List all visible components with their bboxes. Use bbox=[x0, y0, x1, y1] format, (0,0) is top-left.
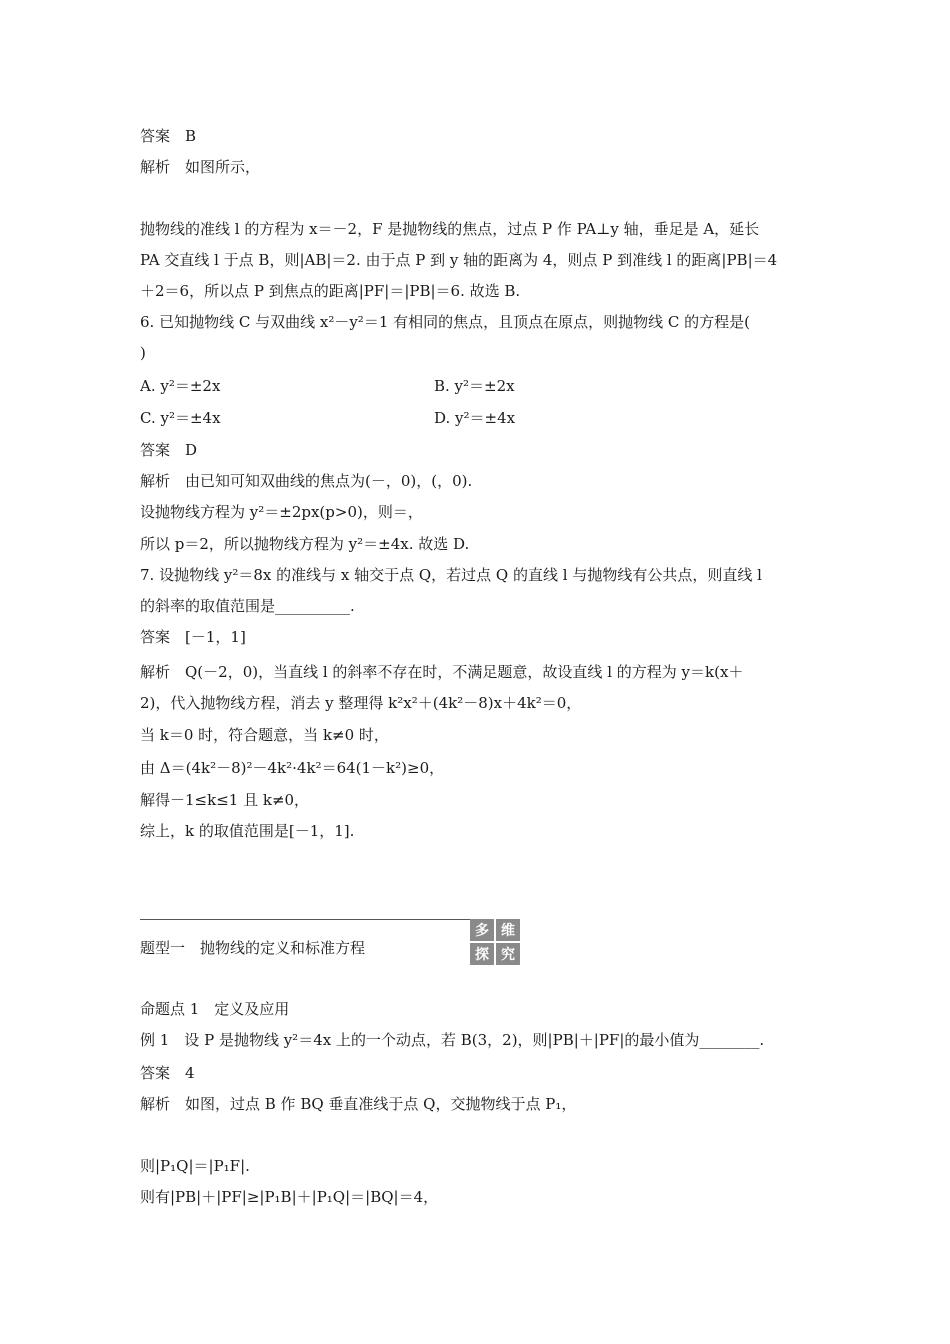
badge-char: 究 bbox=[496, 943, 520, 965]
text-line: 设抛物线方程为 y²＝±2px(p>0)，则＝， bbox=[140, 503, 423, 521]
text-line: PA 交直线 l 于点 B，则|AB|＝2. 由于点 P 到 y 轴的距离为 4，则点 P 到准线 l 的距离|PB|＝4 bbox=[140, 251, 778, 269]
option-a: A. y²＝±2x bbox=[140, 377, 221, 395]
answer-line: 答案 [－1，1] bbox=[140, 628, 246, 646]
option-c: C. y²＝±4x bbox=[140, 409, 221, 427]
section-rule bbox=[140, 919, 470, 920]
answer-line: 答案 4 bbox=[140, 1064, 195, 1082]
section-badge bbox=[470, 919, 520, 965]
analysis-line: 解析 如图所示， bbox=[140, 158, 261, 176]
example-1: 例 1 设 P 是抛物线 y²＝4x 上的一个动点，若 B(3，2)，则|PB|＋|PF|的最小值为________. bbox=[140, 1031, 765, 1049]
badge-char: 多 bbox=[470, 919, 494, 941]
question-6: 6. 已知抛物线 C 与双曲线 x²－y²＝1 有相同的焦点，且顶点在原点，则抛物线 C 的方程是( bbox=[140, 313, 751, 331]
answer-line: 答案 B bbox=[140, 127, 197, 145]
text-line: ＋2＝6，所以点 P 到焦点的距离|PF|＝|PB|＝6. 故选 B. bbox=[140, 282, 521, 300]
text-line: 综上，k 的取值范围是[－1，1]. bbox=[140, 822, 355, 840]
analysis-line: 解析 如图，过点 B 作 BQ 垂直准线于点 Q，交抛物线于点 P₁， bbox=[140, 1095, 577, 1113]
text-line: 则有|PB|＋|PF|≥|P₁B|＋|P₁Q|＝|BQ|＝4， bbox=[140, 1188, 439, 1206]
text-line: 2)，代入抛物线方程，消去 y 整理得 k²x²＋(4k²－8)x＋4k²＝0， bbox=[140, 694, 582, 712]
subheading: 命题点 1 定义及应用 bbox=[140, 1000, 290, 1018]
option-b: B. y²＝±2x bbox=[434, 377, 515, 395]
question-7: 7. 设抛物线 y²＝8x 的准线与 x 轴交于点 Q，若过点 Q 的直线 l 与抛物线有公共点，则直线 l bbox=[140, 566, 762, 584]
analysis-line: 解析 由已知可知双曲线的焦点为(－，0)，(，0). bbox=[140, 472, 473, 490]
option-d: D. y²＝±4x bbox=[434, 409, 516, 427]
badge-char: 探 bbox=[470, 943, 494, 965]
answer-line: 答案 D bbox=[140, 441, 198, 459]
section-title: 题型一 抛物线的定义和标准方程 bbox=[140, 939, 366, 957]
text-line: 当 k＝0 时，符合题意，当 k≠0 时， bbox=[140, 726, 389, 744]
text-line: 由 Δ＝(4k²－8)²－4k²·4k²＝64(1－k²)≥0， bbox=[140, 759, 445, 777]
text-line: 的斜率的取值范围是__________. bbox=[140, 597, 355, 615]
text-line: 抛物线的准线 l 的方程为 x＝－2，F 是抛物线的焦点，过点 P 作 PA⊥y 轴，垂足是 A，延长 bbox=[140, 220, 760, 238]
text-line: 解得－1≤k≤1 且 k≠0， bbox=[140, 791, 310, 809]
text-line: ) bbox=[140, 344, 146, 362]
text-line: 所以 p＝2，所以抛物线方程为 y²＝±4x. 故选 D. bbox=[140, 535, 470, 553]
badge-char: 维 bbox=[496, 919, 520, 941]
analysis-line: 解析 Q(－2，0)，当直线 l 的斜率不存在时，不满足题意，故设直线 l 的方程为 y＝k(x＋ bbox=[140, 663, 744, 681]
text-line: 则|P₁Q|＝|P₁F|. bbox=[140, 1157, 250, 1175]
